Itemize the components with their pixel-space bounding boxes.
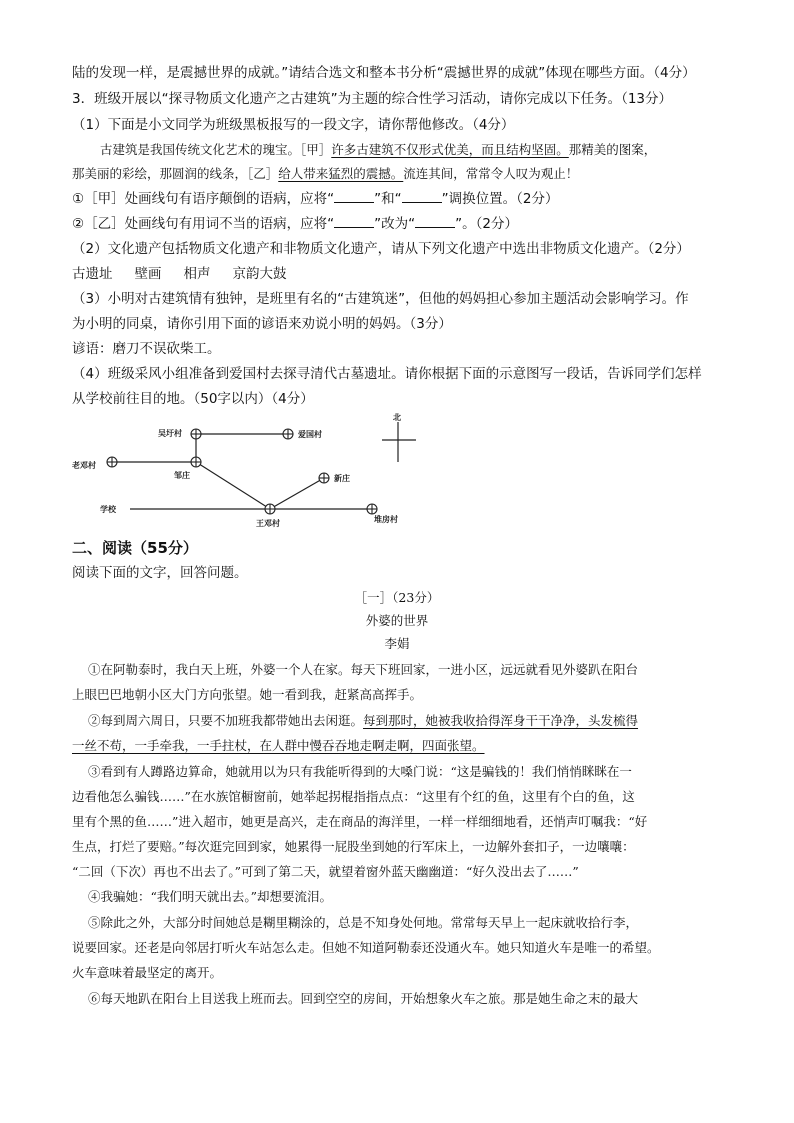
option-item[interactable]: 壁画 bbox=[134, 266, 162, 282]
essay-line: 边看他怎么骗钱……”在水族馆橱窗前，她举起拐棍指指点点：“这里有个红的鱼，这里有个白的鱼，这 bbox=[72, 789, 635, 804]
label-laodeng: 老邓村 bbox=[72, 461, 96, 470]
essay-line: ⑤除此之外，大部分时间她总是糊里糊涂的，总是不知身处何地。常常每天早上一起床就收拾行李， bbox=[88, 915, 639, 930]
heritage-options bbox=[72, 264, 309, 284]
underlined-essay-sentence: 每到那时，她被我收拾得浑身干干净净，头发梳得 bbox=[363, 713, 639, 728]
essay-line: 里有个黑的鱼……”进入超市，她更是高兴，走在商品的海洋里，一样一样细细地看，还悄声叮嘱我：“好 bbox=[72, 814, 648, 829]
question-3-3-line-1: （3）小明对古建筑情有独钟，是班里有名的“古建筑迷”，但他的妈妈担心参加主题活动会影响学习。作 bbox=[72, 291, 689, 307]
passage-text: 古建筑是我国传统文化艺术的瑰宝。［甲］ bbox=[100, 142, 332, 157]
section-2-title: 二、阅读（55分） bbox=[72, 539, 198, 557]
label-wuqian: 吴圩村 bbox=[158, 429, 182, 438]
passage-text: 流连其间，常常令人叹为观止！ bbox=[403, 166, 579, 181]
label-wangdeng: 王邓村 bbox=[256, 519, 280, 528]
label-aiguo: 爱国村 bbox=[298, 430, 322, 439]
essay-line: 火车意味着最坚定的离开。 bbox=[72, 965, 223, 980]
village-markers bbox=[107, 429, 377, 514]
question-3-4-line-2: 从学校前往目的地。（50字以内）（4分） bbox=[72, 391, 314, 407]
answer-blank[interactable] bbox=[415, 215, 455, 228]
question-3-3-line-2: 为小明的同桌，请你引用下面的谚语来劝说小明的妈妈。（3分） bbox=[72, 316, 452, 332]
question-continuation: 陆的发现一样，是震撼世界的成就。”请结合选文和整本书分析“震撼世界的成就”体现在哪些方面。（4分） bbox=[72, 65, 696, 81]
question-3-2: （2）文化遗产包括物质文化遗产和非物质文化遗产，请从下列文化遗产中选出非物质文化遗产。（2分） bbox=[72, 241, 690, 257]
essay-line: 生点，打烂了要赔。”每次逛完回到家，她累得一屁股坐到她的行军床上，一边解外套扣子，一边嚷嚷： bbox=[72, 839, 635, 854]
sub-item-2 bbox=[72, 214, 518, 234]
option-item[interactable]: 古遗址 bbox=[72, 266, 113, 282]
option-item[interactable]: 京韵大鼓 bbox=[232, 266, 287, 282]
essay-line: “二回（下次）再也不出去了。”可到了第二天，就望着窗外蓝天幽幽道：“好久没出去了……” bbox=[72, 864, 579, 879]
label-zouzhuang: 邹庄 bbox=[174, 471, 190, 480]
essay-line: ④我骗她：“我们明天就出去。”却想要流泪。 bbox=[88, 889, 333, 904]
part-one-label: ［一］（23分） bbox=[354, 590, 440, 605]
sub-item-1 bbox=[72, 189, 558, 209]
answer-blank[interactable] bbox=[334, 215, 374, 228]
underlined-sentence-yi: 给人带来猛烈的震撼。 bbox=[278, 166, 404, 181]
item-text: ”和“ bbox=[374, 191, 402, 207]
answer-blank[interactable] bbox=[402, 190, 442, 203]
essay-line: ⑥每天地趴在阳台上目送我上班而去。回到空空的房间，开始想象火车之旅。那是她生命之末的最大 bbox=[88, 991, 639, 1006]
label-school: 学校 bbox=[100, 505, 116, 514]
underlined-sentence-jia: 许多古建筑不仅形式优美，而且结构坚固。 bbox=[331, 142, 569, 157]
passage-line-1 bbox=[100, 140, 656, 160]
passage-text: 那精美的图案， bbox=[568, 142, 657, 157]
compass-north-label: 北 bbox=[393, 413, 401, 422]
question-3-heading: 3．班级开展以“探寻物质文化遗产之古建筑”为主题的综合性学习活动，请你完成以下任务。（13分） bbox=[72, 91, 673, 107]
essay-text: ②每到周六周日，只要不加班我都带她出去闲逛。 bbox=[88, 713, 364, 728]
question-3-4-line-1: （4）班级采风小组准备到爱国村去探寻清代古墓遗址。请你根据下面的示意图写一段话，告诉同学们怎样 bbox=[72, 366, 702, 382]
item-text: ①［甲］处画线句有语序颠倒的语病，应将“ bbox=[72, 191, 335, 207]
question-3-1: （1）下面是小文同学为班级黑板报写的一段文字，请你帮他修改。（4分） bbox=[72, 117, 515, 133]
essay-line: ①在阿勒泰时，我白天上班，外婆一个人在家。每天下班回家，一进小区，远远就看见外婆趴在阳台 bbox=[88, 662, 639, 677]
essay-line: 上眼巴巴地朝小区大门方向张望。她一看到我，赶紧高高挥手。 bbox=[72, 687, 423, 702]
section-2-intro: 阅读下面的文字，回答问题。 bbox=[72, 565, 248, 581]
proverb: 谚语：磨刀不误砍柴工。 bbox=[72, 341, 221, 357]
option-item[interactable]: 相声 bbox=[183, 266, 211, 282]
label-xinzhuang: 新庄 bbox=[334, 474, 350, 483]
essay-line: 说要回家。还老是向邻居打听火车站怎么走。但她不知道阿勒泰还没通火车。她只知道火车是唯一的希望。 bbox=[72, 940, 660, 955]
passage-text: 那美丽的彩绘，那圆润的线条，［乙］ bbox=[72, 166, 279, 181]
essay-title: 外婆的世界 bbox=[365, 613, 429, 628]
item-text: ②［乙］处画线句有用词不当的语病，应将“ bbox=[72, 216, 335, 232]
item-text: ”调换位置。（2分） bbox=[441, 191, 559, 207]
essay-author: 李娟 bbox=[384, 636, 410, 651]
essay-line: 一丝不苟，一手牵我，一手拄杖，在人群中慢吞吞地走啊走啊，四面张望。 bbox=[72, 738, 485, 753]
passage-line-2 bbox=[72, 164, 578, 184]
essay-line bbox=[88, 711, 638, 731]
item-text: ”。（2分） bbox=[455, 216, 518, 232]
item-text: ”改为“ bbox=[374, 216, 416, 232]
essay-line: ③看到有人蹲路边算命，她就用以为只有我能听得到的大嗓门说：“这是骗钱的！我们悄悄眯眯在一 bbox=[88, 764, 632, 779]
route-map bbox=[72, 412, 432, 532]
label-jiefang: 堆房村 bbox=[374, 515, 398, 524]
answer-blank[interactable] bbox=[334, 190, 374, 203]
